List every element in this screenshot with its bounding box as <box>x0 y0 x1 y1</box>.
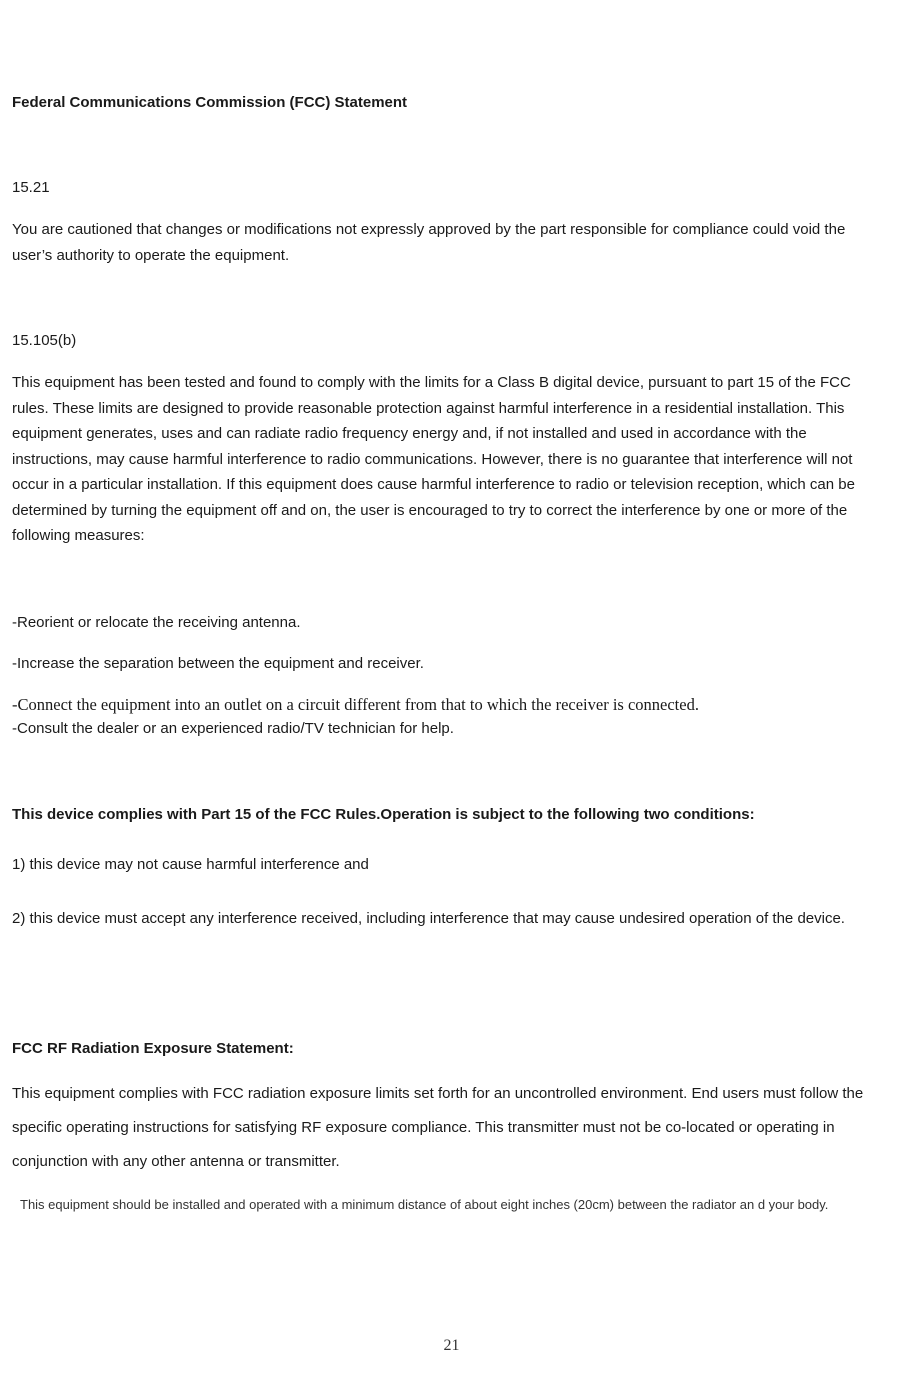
section-15-105b-text: This equipment has been tested and found to comply with the limits for a Class B digital device, pursuant to part 15 of the FCC rules. These limits are designed to provide reasonable protection against harmful interference in a residential installation. This equipment generates, uses and can radiate radio frequency energy and, if not installed and used in accordance with the instructions, may cause harmful interference to radio communications. However, there is no guarantee that interference will not occur in a particular installation. If this equipment does cause harmful interference to radio or television reception, which can be determined by turning the equipment off and on, the user is encouraged to try to correct the interference by one or more of the following measures: <box>12 374 855 544</box>
part15-condition-2: 2) this device must accept any interference received, including interference that may cause undesired operation of the device. <box>12 910 845 927</box>
measure-consult: -Consult the dealer or an experienced radio/TV technician for help. <box>12 720 454 737</box>
page-number: 21 <box>443 1337 460 1354</box>
document-heading: Federal Communications Commission (FCC) Statement <box>12 94 408 111</box>
section-15-21-label: 15.21 <box>12 179 50 196</box>
measure-reorient: -Reorient or relocate the receiving antenna. <box>12 614 301 631</box>
measure-increase: -Increase the separation between the equipment and receiver. <box>12 655 424 672</box>
section-15-105b-label: 15.105(b) <box>12 332 77 349</box>
part15-condition-1: 1) this device may not cause harmful interference and <box>12 856 369 873</box>
rf-distance-note: This equipment should be installed and operated with a minimum distance of about eight inches (20cm) between the radiator an d your body. <box>20 1197 829 1212</box>
section-15-21-text: You are cautioned that changes or modifications not expressly approved by the part responsible for compliance could void the user’s authority to operate the equipment. <box>12 221 846 264</box>
measure-connect: -Connect the equipment into an outlet on a circuit different from that to which the receiver is connected. <box>12 695 699 714</box>
part15-heading: This device complies with Part 15 of the FCC Rules.Operation is subject to the following two conditions: <box>12 806 755 823</box>
rf-exposure-text: This equipment complies with FCC radiation exposure limits set forth for an uncontrolled environment. End users must follow the specific operating instructions for satisfying RF exposure compliance. This transmitter must not be co-located or operating in conjunction with any other antenna or transmitter. <box>12 1085 864 1170</box>
rf-exposure-heading: FCC RF Radiation Exposure Statement: <box>12 1040 294 1057</box>
